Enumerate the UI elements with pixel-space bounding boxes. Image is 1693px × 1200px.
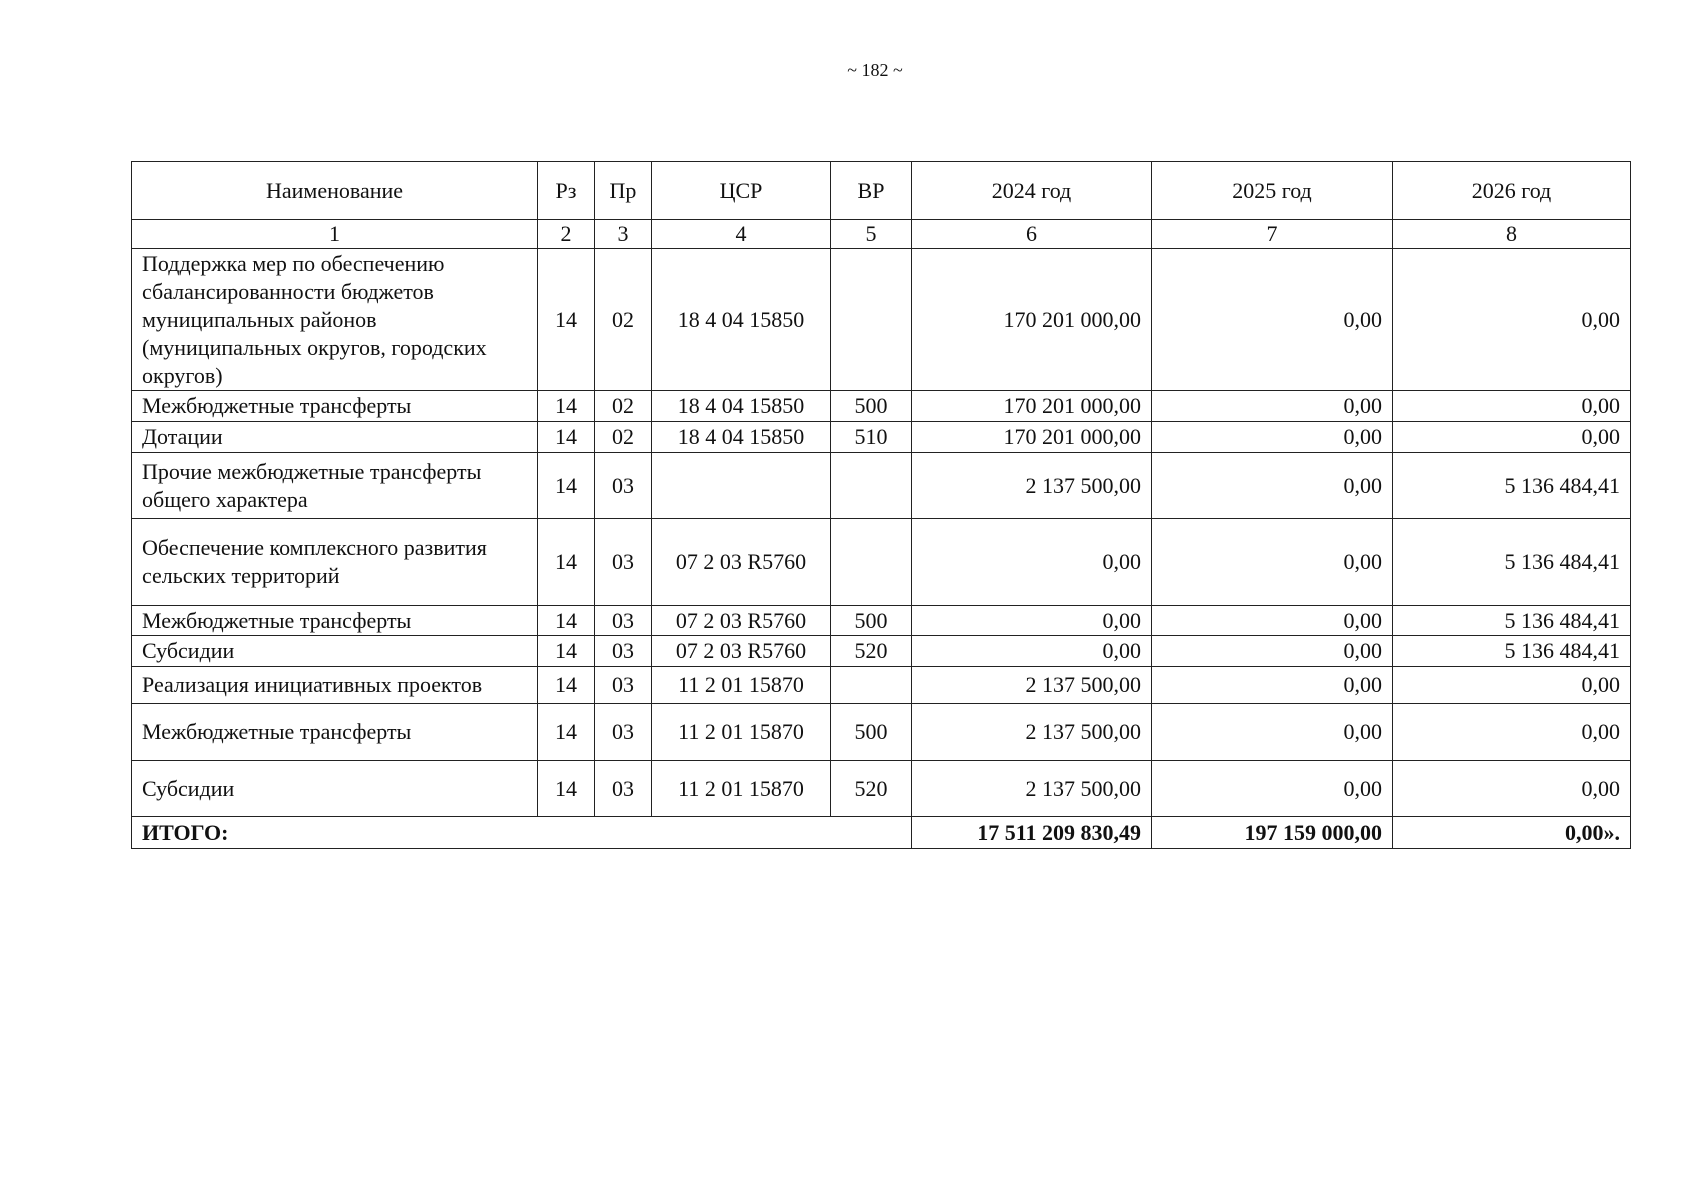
row-2026: 0,00: [1393, 391, 1631, 422]
header-csr: ЦСР: [652, 162, 831, 220]
row-csr: 18 4 04 15850: [652, 249, 831, 391]
row-rz: 14: [538, 453, 595, 519]
row-name: Межбюджетные трансферты: [132, 606, 538, 636]
row-csr: 11 2 01 15870: [652, 667, 831, 704]
row-rz: 14: [538, 519, 595, 606]
row-name: Прочие межбюджетные трансферты общего характера: [132, 453, 538, 519]
row-2025: 0,00: [1152, 391, 1393, 422]
column-number-row: [132, 220, 1631, 249]
row-vr: 500: [831, 704, 912, 761]
row-rz: 14: [538, 606, 595, 636]
row-2026: 0,00: [1393, 667, 1631, 704]
row-2024: 0,00: [912, 606, 1152, 636]
row-name: Поддержка мер по обеспечению сбалансированности бюджетов муниципальных районов (муниципальных округов, городских округов): [132, 249, 538, 391]
table-row: [132, 453, 1631, 519]
table-row: [132, 606, 1631, 636]
row-rz: 14: [538, 761, 595, 817]
row-2024: 2 137 500,00: [912, 761, 1152, 817]
row-pr: 03: [595, 636, 652, 667]
row-csr: 07 2 03 R5760: [652, 636, 831, 667]
row-rz: 14: [538, 704, 595, 761]
row-vr: [831, 249, 912, 391]
row-pr: 03: [595, 761, 652, 817]
total-2026: 0,00».: [1393, 817, 1631, 849]
total-row: [132, 817, 1631, 849]
row-csr: 18 4 04 15850: [652, 391, 831, 422]
row-csr: 07 2 03 R5760: [652, 606, 831, 636]
header-rz: Рз: [538, 162, 595, 220]
row-csr: 11 2 01 15870: [652, 761, 831, 817]
row-2026: 5 136 484,41: [1393, 606, 1631, 636]
row-pr: 02: [595, 249, 652, 391]
row-name: Межбюджетные трансферты: [132, 704, 538, 761]
row-name: Реализация инициативных проектов: [132, 667, 538, 704]
row-vr: [831, 667, 912, 704]
row-2024: 170 201 000,00: [912, 422, 1152, 453]
row-2024: 0,00: [912, 519, 1152, 606]
row-2025: 0,00: [1152, 606, 1393, 636]
row-vr: [831, 453, 912, 519]
table-row: [132, 519, 1631, 606]
row-pr: 03: [595, 453, 652, 519]
row-name: Межбюджетные трансферты: [132, 391, 538, 422]
header-pr: Пр: [595, 162, 652, 220]
row-rz: 14: [538, 667, 595, 704]
row-csr: [652, 453, 831, 519]
row-vr: [831, 519, 912, 606]
row-2025: 0,00: [1152, 249, 1393, 391]
row-2026: 0,00: [1393, 249, 1631, 391]
header-vr: ВР: [831, 162, 912, 220]
row-2026: 5 136 484,41: [1393, 519, 1631, 606]
row-vr: 500: [831, 606, 912, 636]
column-number: 4: [652, 220, 831, 249]
table-row: [132, 422, 1631, 453]
table-row: [132, 636, 1631, 667]
row-rz: 14: [538, 249, 595, 391]
row-csr: 07 2 03 R5760: [652, 519, 831, 606]
row-2026: 0,00: [1393, 761, 1631, 817]
row-2026: 0,00: [1393, 704, 1631, 761]
row-2025: 0,00: [1152, 704, 1393, 761]
column-number: 7: [1152, 220, 1393, 249]
row-2026: 0,00: [1393, 422, 1631, 453]
row-pr: 02: [595, 391, 652, 422]
table-row: [132, 667, 1631, 704]
row-2025: 0,00: [1152, 453, 1393, 519]
row-2024: 2 137 500,00: [912, 453, 1152, 519]
column-number: 5: [831, 220, 912, 249]
header-name: Наименование: [132, 162, 538, 220]
row-vr: 520: [831, 636, 912, 667]
header-2024: 2024 год: [912, 162, 1152, 220]
row-rz: 14: [538, 636, 595, 667]
row-2026: 5 136 484,41: [1393, 636, 1631, 667]
row-vr: 520: [831, 761, 912, 817]
table-row: [132, 761, 1631, 817]
row-name: Субсидии: [132, 636, 538, 667]
row-vr: 510: [831, 422, 912, 453]
column-number: 8: [1393, 220, 1631, 249]
row-pr: 03: [595, 704, 652, 761]
row-name: Субсидии: [132, 761, 538, 817]
row-pr: 02: [595, 422, 652, 453]
row-2025: 0,00: [1152, 519, 1393, 606]
column-number: 2: [538, 220, 595, 249]
row-rz: 14: [538, 422, 595, 453]
row-csr: 18 4 04 15850: [652, 422, 831, 453]
header-row: [132, 162, 1631, 220]
row-pr: 03: [595, 519, 652, 606]
row-csr: 11 2 01 15870: [652, 704, 831, 761]
table-row: [132, 391, 1631, 422]
row-pr: 03: [595, 667, 652, 704]
row-2024: 170 201 000,00: [912, 391, 1152, 422]
column-number: 1: [132, 220, 538, 249]
row-2024: 2 137 500,00: [912, 704, 1152, 761]
row-2024: 170 201 000,00: [912, 249, 1152, 391]
column-number: 3: [595, 220, 652, 249]
total-label: ИТОГО:: [132, 817, 912, 849]
row-2025: 0,00: [1152, 761, 1393, 817]
row-name: Обеспечение комплексного развития сельских территорий: [132, 519, 538, 606]
table-row: [132, 704, 1631, 761]
column-number: 6: [912, 220, 1152, 249]
header-2025: 2025 год: [1152, 162, 1393, 220]
row-name: Дотации: [132, 422, 538, 453]
row-2024: 0,00: [912, 636, 1152, 667]
row-2024: 2 137 500,00: [912, 667, 1152, 704]
row-2026: 5 136 484,41: [1393, 453, 1631, 519]
row-vr: 500: [831, 391, 912, 422]
row-rz: 14: [538, 391, 595, 422]
total-2024: 17 511 209 830,49: [912, 817, 1152, 849]
budget-table: [131, 161, 1631, 849]
header-2026: 2026 год: [1393, 162, 1631, 220]
row-pr: 03: [595, 606, 652, 636]
table-row: [132, 249, 1631, 391]
total-2025: 197 159 000,00: [1152, 817, 1393, 849]
row-2025: 0,00: [1152, 667, 1393, 704]
row-2025: 0,00: [1152, 636, 1393, 667]
page-number: ~ 182 ~: [847, 60, 903, 80]
row-2025: 0,00: [1152, 422, 1393, 453]
